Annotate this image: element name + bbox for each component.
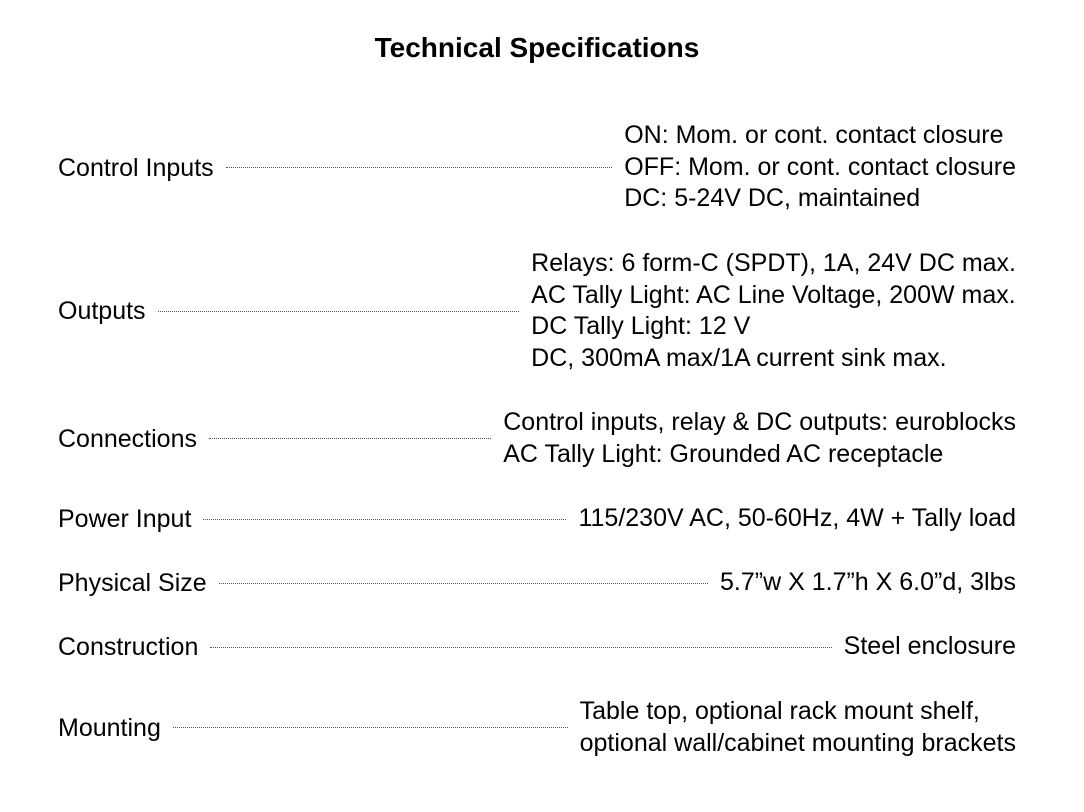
spec-value-line: DC: 5-24V DC, maintained [624, 184, 921, 213]
spec-value-line: ON: Mom. or cont. contact closure [624, 121, 1004, 149]
spec-value [844, 631, 1016, 663]
page-title: Technical Specifications [374, 32, 700, 63]
spec-value-line: AC Tally Light: AC Line Voltage, 200W max. [531, 280, 1016, 309]
spec-value-line: 115/230V AC, 50-60Hz, 4W + Tally load [578, 504, 1016, 533]
spec-value [578, 503, 1016, 535]
spec-row-physical-size [58, 567, 1016, 599]
dotted-leader [209, 438, 491, 439]
spec-value [720, 567, 1016, 599]
spec-row-control-inputs [58, 120, 1016, 215]
spec-label: Physical Size [58, 569, 207, 597]
spec-value-line: 5.7”w X 1.7”h X 6.0”d, 3lbs [720, 568, 1016, 597]
spec-row-outputs [58, 248, 1016, 375]
spec-value-line: DC Tally Light: 12 V [531, 312, 751, 341]
spec-value-line: DC, 300mA max/1A current sink max. [531, 344, 947, 373]
spec-value-line: AC Tally Light: Grounded AC receptacle [503, 439, 944, 468]
spec-label: Outputs [58, 297, 146, 326]
spec-row-power-input [58, 503, 1016, 535]
spec-label: Connections [58, 424, 197, 453]
spec-label: Construction [58, 633, 199, 661]
spec-value [624, 120, 1016, 215]
dotted-leader [203, 519, 566, 520]
dotted-leader [226, 167, 613, 168]
spec-value-line: Table top, optional rack mount shelf, [579, 697, 980, 725]
spec-value-line: OFF: Mom. or cont. contact closure [624, 152, 1016, 181]
spec-value-line: Control inputs, relay & DC outputs: euroblocks [503, 408, 1016, 436]
dotted-leader [173, 727, 568, 728]
spec-value [503, 407, 1016, 470]
spec-value-line: optional wall/cabinet mounting brackets [579, 728, 1016, 757]
spec-row-connections [58, 407, 1016, 470]
spec-row-construction [58, 631, 1016, 663]
spec-value [531, 248, 1016, 375]
dotted-leader [210, 647, 831, 648]
spec-label: Mounting [58, 713, 161, 742]
spec-label: Control Inputs [58, 153, 214, 182]
spec-row-mounting [58, 696, 1016, 759]
dotted-leader [219, 583, 708, 584]
dotted-leader [158, 311, 520, 312]
spec-label: Power Input [58, 505, 192, 533]
spec-value [580, 696, 1016, 759]
spec-value-line: Steel enclosure [843, 632, 1016, 661]
spec-value-line: Relays: 6 form-C (SPDT), 1A, 24V DC max. [531, 249, 1016, 277]
